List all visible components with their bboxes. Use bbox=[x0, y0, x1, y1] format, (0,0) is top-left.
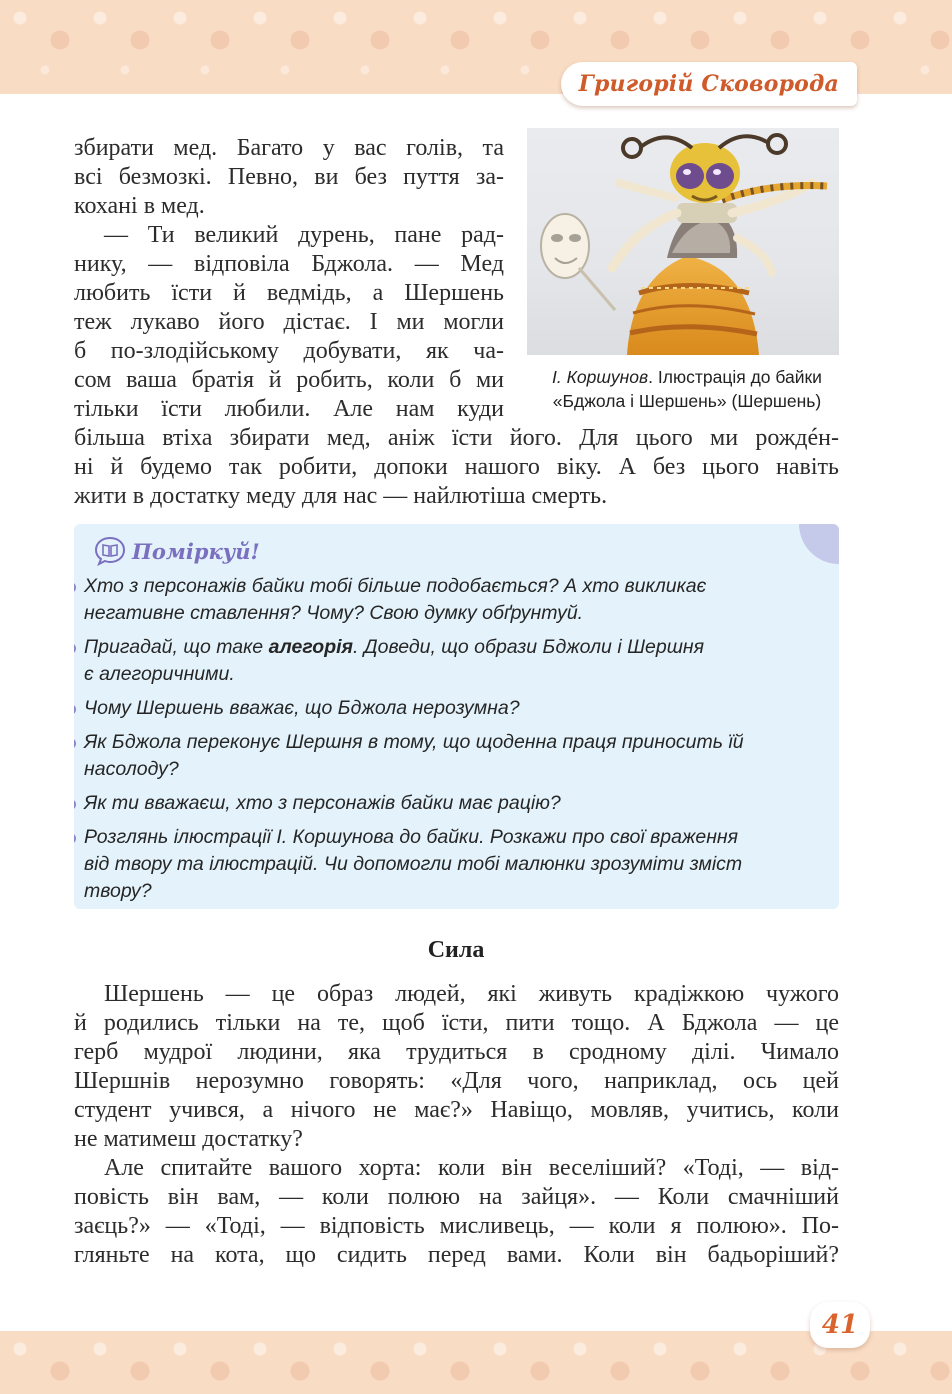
think-label: Поміркуй! bbox=[132, 538, 260, 564]
question-item bbox=[74, 790, 839, 817]
caption-author: І. Коршунов bbox=[552, 367, 649, 387]
hornet-illustration bbox=[527, 128, 839, 355]
text-line: повість він вам, — коли полюю на зайця». — Коли смачніший bbox=[74, 1184, 839, 1210]
bullet-icon bbox=[74, 799, 76, 810]
bullet-icon bbox=[74, 738, 76, 749]
text-line: не матимеш достатку? bbox=[74, 1126, 303, 1152]
question-list bbox=[74, 573, 839, 909]
text-line: жити в достатку меду для нас — найлютіша смерть. bbox=[74, 483, 608, 509]
question-item bbox=[74, 573, 839, 627]
question-line: Чому Шершень вважає, що Бджола нерозумна? bbox=[84, 697, 520, 719]
question-item bbox=[74, 824, 839, 905]
question-line: твору? bbox=[84, 880, 152, 902]
hornet-figure-icon bbox=[527, 128, 839, 355]
question-line: Розглянь ілюстрації І. Коршунова до байки. Розкажи про свої враження bbox=[84, 826, 739, 848]
text-line: всі безмозкі. Певно, ви без пуття за- bbox=[74, 164, 504, 190]
text-line: герб мудрої людини, яка трудиться в сродному ділі. Чимало bbox=[74, 1039, 839, 1065]
page-number-badge bbox=[810, 1302, 870, 1348]
question-line: Як Бджола переконує Шершня в тому, що щоденна праця приносить їй bbox=[84, 731, 744, 753]
section-paragraph-1 bbox=[74, 980, 839, 1154]
illustration-caption bbox=[527, 365, 847, 413]
text-line: гляньте на кота, що сидить перед вами. Коли він бадьоріший? bbox=[74, 1242, 839, 1268]
text-line: теж лукаво його дістає. І ми могли bbox=[74, 309, 504, 335]
text-line: й родились тільки на те, щоб їсти, пити тощо. А Бджола — це bbox=[74, 1010, 839, 1036]
text-line: Шершень — це образ людей, які живуть крадіжкою чужого bbox=[104, 981, 839, 1007]
text-line: б по-злодійському добувати, як ча- bbox=[74, 338, 504, 364]
question-line: Хто з персонажів байки тобі більше подобається? А хто викликає bbox=[84, 575, 707, 597]
bullet-icon bbox=[74, 704, 76, 715]
section-title: Сила bbox=[427, 937, 485, 963]
text-line: нику, — відповіла Бджола. — Мед bbox=[74, 251, 504, 277]
text-line: більша втіха збирати мед, аніж їсти його. Для цього ми рождéн- bbox=[74, 425, 839, 451]
text-line: ні й будемо так робити, допоки нашого віку. А без цього навіть bbox=[74, 454, 839, 480]
bullet-icon bbox=[74, 833, 76, 844]
text-line: тільки їсти любили. Але нам куди bbox=[74, 396, 504, 422]
corner-decoration bbox=[799, 524, 839, 564]
caption-text: . Ілюстрація до байки bbox=[648, 367, 822, 387]
bullet-icon bbox=[74, 643, 76, 654]
question-text: Пригадай, що таке bbox=[84, 636, 269, 658]
continuation-text bbox=[74, 424, 839, 511]
question-item bbox=[74, 634, 839, 688]
page-number: 41 bbox=[821, 1310, 859, 1340]
chapter-title: Григорій Сковорода bbox=[578, 71, 839, 97]
question-line: Як ти вважаєш, хто з персонажів байки має рацію? bbox=[84, 792, 561, 814]
text-line: любить їсти й ведмідь, а Шершень bbox=[74, 280, 504, 306]
think-box bbox=[74, 524, 839, 909]
book-speech-icon bbox=[94, 536, 126, 566]
question-line: насолоду? bbox=[84, 758, 179, 780]
text-line: Але спитайте вашого хорта: коли він веселіший? «Тоді, — від- bbox=[104, 1155, 839, 1181]
bullet-icon bbox=[74, 582, 76, 593]
question-line: негативне ставлення? Чому? Свою думку обґрунтуй. bbox=[84, 602, 584, 624]
question-line: є алегоричними. bbox=[84, 663, 235, 685]
question-item bbox=[74, 695, 839, 722]
think-header bbox=[94, 536, 260, 566]
question-term: алегорія bbox=[268, 636, 354, 658]
section-paragraph-2 bbox=[74, 1154, 839, 1270]
caption-line-2: «Бджола і Шершень» (Шершень) bbox=[552, 391, 822, 411]
text-line: студент учився, а нічого не має?» Навіщо, мовляв, учитись, коли bbox=[74, 1097, 839, 1123]
footer-ornament-band bbox=[0, 1331, 952, 1394]
text-line: — Ти великий дурень, пане рад- bbox=[104, 222, 504, 248]
question-item bbox=[74, 729, 839, 783]
text-line: Шершнів нерозумно говорять: «Для чого, наприклад, ось цей bbox=[74, 1068, 839, 1094]
text-line: заєць?» — «Тоді, — відповість мисливець, — коли я полюю». По- bbox=[74, 1213, 839, 1239]
intro-text bbox=[74, 134, 504, 424]
text-line: кохані в мед. bbox=[74, 193, 205, 219]
question-text: . Доведи, що образи Бджоли і Шершня bbox=[353, 636, 705, 658]
text-line: збирати мед. Багато у вас голів, та bbox=[74, 135, 504, 161]
question-line: від твору та ілюстрацій. Чи допомогли тобі малюнки зрозуміти зміст bbox=[84, 853, 743, 875]
chapter-tab bbox=[561, 62, 857, 106]
text-line: сом ваша братія й робить, коли б ми bbox=[74, 367, 504, 393]
